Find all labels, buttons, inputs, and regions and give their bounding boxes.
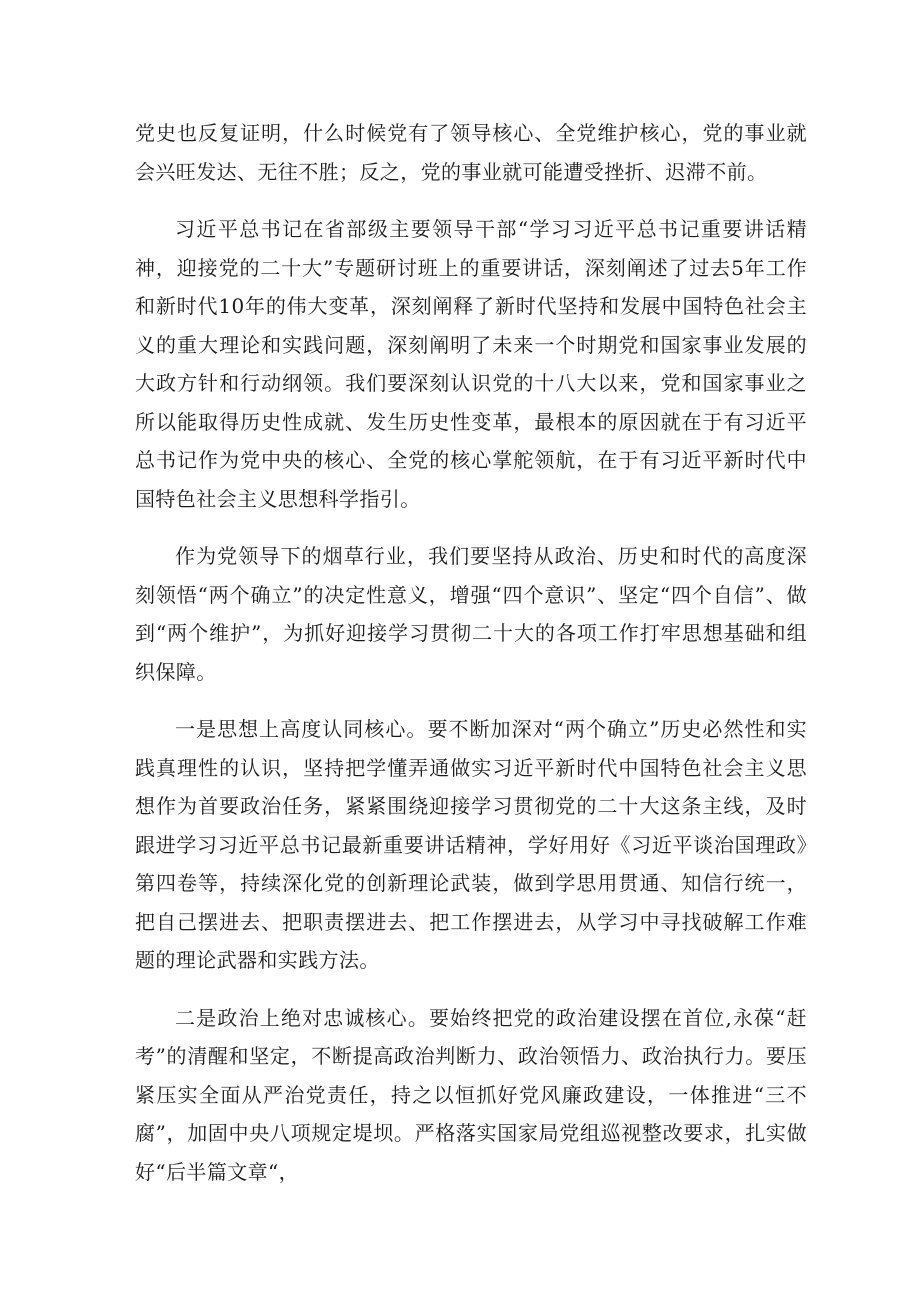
paragraph-tobacco-industry: 作为党领导下的烟草行业，我们要坚持从政治、历史和时代的高度深刻领悟“两个确立”的决定性意义，增强“四个意识”、坚定“四个自信”、做到“两个维护”，为抓好迎接学习贯彻二十大的各项工作打牢思想基础和组织保障。 (135, 544, 807, 684)
document-body (135, 114, 807, 1191)
paragraph-point-two: 二是政治上绝对忠诚核心。要始终把党的政治建设摆在首位,永葆“赶考”的清醒和坚定，不断提高政治判断力、政治领悟力、政治执行力。要压紧压实全面从严治党责任，持之以恒抓好党风廉政建设，一体推进“三不腐”，加固中央八项规定堤坝。严格落实国家局党组巡视整改要求，扎实做好“后半篇文章“， (135, 1005, 807, 1184)
paragraph-point-one: 一是思想上高度认同核心。要不断加深对“两个确立”历史必然性和实践真理性的认识，坚持把学懂弄通做实习近平新时代中国特色社会主义思想作为首要政治任务，紧紧围绕迎接学习贯彻党的二十大这条主线，及时跟进学习习近平总书记最新重要讲话精神，学好用好《习近平谈治国理政》第四卷等，持续深化党的创新理论武装，做到学思用贯通、知信行统一，把自己摆进去、把职责摆进去、把工作摆进去，从学习中寻找破解工作难题的理论武器和实践方法。 (135, 717, 807, 972)
paragraph-speech-summary: 习近平总书记在省部级主要领导干部“学习习近平总书记重要讲话精神，迎接党的二十大”专题研讨班上的重要讲话，深刻阐述了过去5年工作和新时代10年的伟大变革，深刻阐释了新时代坚持和发展中国特色社会主义的重大理论和实践问题，深刻阐明了未来一个时期党和国家事业发展的大政方针和行动纲领。我们要深刻认识党的十八大以来，党和国家事业之所以能取得历史性成就、发生历史性变革，最根本的原因就在于有习近平总书记作为党中央的核心、全党的核心掌舵领航，在于有习近平新时代中国特色社会主义思想科学指引。 (135, 217, 807, 511)
paragraph-continuation: 党史也反复证明，什么时候党有了领导核心、全党维护核心，党的事业就会兴旺发达、无往不胜；反之，党的事业就可能遭受挫折、迟滞不前。 (135, 121, 807, 184)
